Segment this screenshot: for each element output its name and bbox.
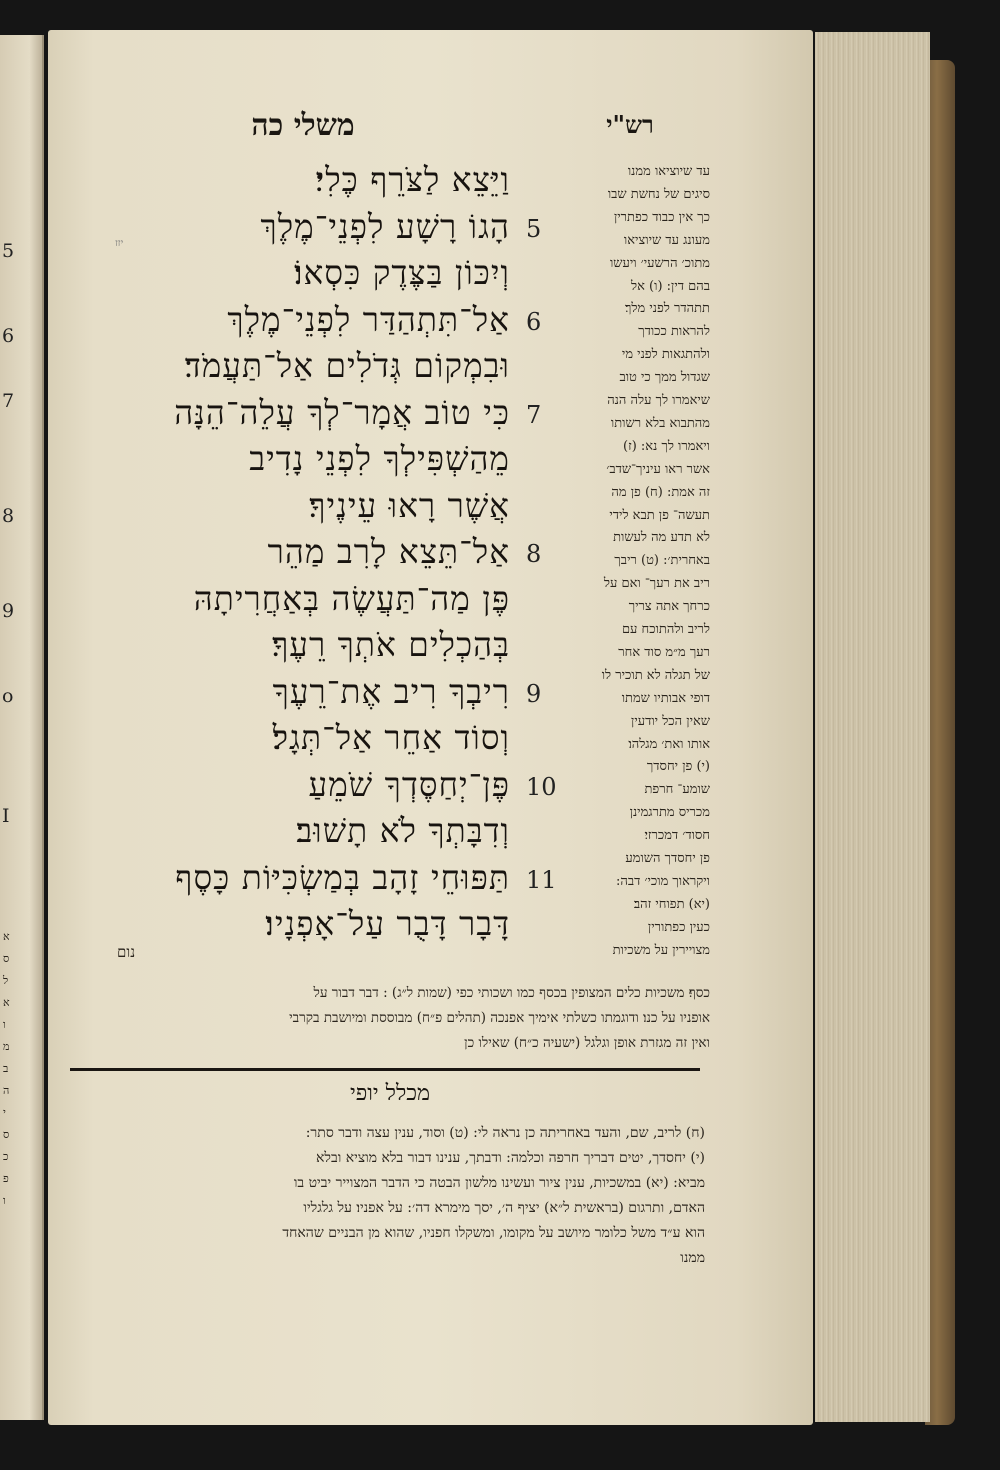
rashi-line: רעך מ״מ סוד אחר [618, 644, 710, 660]
rashi-continuation-line: אופניו על כנו׃ ודוגמתו כשלתי אימיך אפנכה (תהלים פ״ח) מבוססת ומיושבת בקרבי [289, 1010, 710, 1026]
verse-line: בְּהַכְלִים אֹתְךָ רֵעֶךָ׃ [271, 625, 510, 664]
rashi-line: להראות ככודך [638, 324, 710, 340]
sub-commentary-line: האדם, ותרגום (בראשית ל״א) יציף ה׳, יסך מימרא דה׳: על אפניו׃ על גלגליו [303, 1200, 705, 1216]
left-margin-letter: מ [3, 1040, 10, 1053]
catchword: נום [117, 943, 136, 961]
verse-number: 7 [526, 400, 542, 429]
left-margin-letter: ס [3, 952, 10, 965]
rashi-line: כרחך אתה צריך [628, 599, 710, 615]
verse-line: תַּפּוּחֵי זָהָב בְּמַשְׂכִּיּוֹת כָּסֶף [175, 857, 510, 897]
left-verse-number: 8 [2, 505, 15, 527]
left-margin-letter: ב [3, 1062, 9, 1075]
rashi-continuation-line: ואין זה מגזרת אופן וגלגל (ישעיה כ״ח) שאילו כן [464, 1035, 710, 1051]
left-verse-number: 6 [2, 325, 15, 347]
left-margin-letter: פ [3, 1172, 9, 1185]
left-verse-number: 7 [2, 390, 15, 412]
verse-line: הָגוֹ רָשָׁע לִפְנֵי־מֶלֶךְ [260, 206, 510, 246]
page-title: משלי כה [251, 108, 355, 143]
rashi-line: ויקראוך מוכי׳ דבה: [615, 873, 710, 889]
rashi-line: מהתבוא בלא רשותו [610, 415, 710, 431]
verse-number: 5 [526, 214, 542, 243]
rashi-line: שומע־ חרפת [644, 782, 710, 798]
rashi-line: סיגים של נחשת שבו [607, 186, 710, 202]
left-verse-number: o [2, 685, 14, 707]
rashi-line: מכריס מתרגמינן [629, 805, 710, 821]
verse-number: 11 [526, 865, 557, 894]
divider-rule [70, 1068, 700, 1071]
rashi-continuation-line: כסף׃ משכיות כלים המצופין בכסף כמו ושכותי כפי (שמות ל״ג) : דבר דבור על [313, 985, 710, 1001]
rashi-line: מעונג עד שיוציאו [623, 232, 710, 248]
page-block-edge [815, 32, 930, 1422]
verse-line: מֵהַשְׁפִּילְךָ לִפְנֵי נָדִיב [249, 439, 510, 478]
verse-line: וּבִמְקוֹם גְּדֹלִים אַל־תַּעֲמֹד׃ [183, 346, 510, 385]
rashi-line: כעין כפתורין [647, 919, 710, 935]
left-margin-letter: א [3, 996, 10, 1009]
verse-line: כִּי טוֹב אֲמָר־לְךָ עֲלֵה־הֵנָּה [174, 392, 510, 432]
verse-line: אֲשֶׁר רָאוּ עֵינֶיךָ׃ [308, 485, 510, 525]
rashi-line: מצויירין על משכיות [612, 942, 710, 958]
left-margin-letter: כ [3, 1150, 9, 1163]
rashi-line: ויאמרו לך נא: (ז) [623, 438, 710, 454]
rashi-line: שגדול ממך כי טוב [619, 370, 710, 386]
verse-line: פֶּן מַה־תַּעֲשֶׂה בְּאַחֲרִיתָהּ [193, 578, 510, 618]
rashi-line: ריב את רעך־ ואם על [603, 576, 710, 592]
margin-reference: יזז [115, 238, 124, 249]
verse-line: וְסוֹד אַחֵר אַל־תְּגָל׃ [271, 718, 510, 757]
left-margin-letter: ו [3, 1194, 6, 1207]
rashi-header: רש"י [606, 110, 654, 139]
left-margin-letter: ל [3, 974, 9, 987]
rashi-line: דופי אבותיו שמתו [621, 690, 710, 706]
left-verse-number: 9 [2, 600, 15, 622]
left-verse-number: 5 [2, 240, 15, 262]
left-margin-letter: ה [3, 1084, 10, 1097]
left-verse-number: I [2, 805, 10, 827]
verse-line: פֶּן־יְחַסֶּדְךָ שֹׁמֵעַ [308, 764, 510, 804]
rashi-line: לריב ולהתוכח עם [621, 622, 710, 637]
rashi-line: עד שיוציאו ממנו [627, 164, 710, 179]
verse-line: וְדִבָּתְךָ לֹא תָשׁוּב׃ [295, 811, 510, 850]
sub-commentary-line: (ח) לריב, שם, והעד באחריתה כן נראה לי: (ט) וסוד, ענין עצה ודבר סתר: [305, 1125, 705, 1141]
verse-line: רִיבְךָ רִיב אֶת־רֵעֶךָ [272, 671, 510, 711]
left-margin-letter: ס [3, 1128, 10, 1141]
left-page-edge [0, 35, 44, 1420]
rashi-line: אשר ראו עיניך־שדב׳ [606, 461, 710, 477]
left-margin-letter: ו [3, 1018, 6, 1031]
rashi-line: (י) פן יחסדך [646, 759, 710, 775]
rashi-line: לא תדע מה לעשות [613, 530, 710, 546]
rashi-line: שאין הכל יודעין [631, 713, 710, 729]
sub-commentary-title: מכלל יופי [349, 1081, 431, 1106]
rashi-line: ולהתגאות לפני מי [621, 347, 710, 363]
verse-line: וַיֵּצֵא לַצֹּרֵף כֶּלִי׃ [314, 160, 510, 199]
rashi-line: באחרית׳: (ט) ריבך [614, 553, 710, 569]
verse-number: 6 [526, 307, 542, 336]
rashi-line: זה אמת: (ח) פן מה [611, 484, 710, 500]
verse-line: דָּבָר דָּבֻר עַל־אָפְנָיו׃ [264, 904, 510, 943]
sub-commentary-line: הוא ע״ד משל כלומר מיושב על מקומו, ומשקלו חפניו, שהוא מן הבניים שהאחד [282, 1225, 705, 1241]
sub-commentary-line: מביא: (יא) במשכיות, ענין ציור ועשינו מלשון הבטה כי הדבר המצוייר יביט בו [293, 1175, 705, 1191]
verse-line: אַל־תִּתְהַדַּר לִפְנֵי־מֶלֶךְ [227, 299, 510, 339]
rashi-line: תעשה־ פן תבא לידי [609, 507, 710, 523]
left-margin-letter: י [3, 1106, 6, 1119]
verse-line: אַל־תֵּצֵא לָרִב מַהֵר [267, 532, 510, 571]
left-margin-letter: א [3, 930, 10, 943]
verse-number: 8 [526, 540, 542, 568]
rashi-line: חסוד׳ דמכרזי׃ [644, 828, 710, 844]
verse-line: וְיִכּוֹן בַּצֶּדֶק כִּסְאוֹ׃ [293, 253, 510, 292]
rashi-line: פן יחסדך השומע [625, 851, 710, 866]
rashi-line: כך אין כבוד כפתרין [613, 209, 710, 225]
sub-commentary-line: ממנו [680, 1250, 705, 1266]
rashi-line: של תגלה לא תוכיר לו [601, 667, 710, 683]
sub-commentary-line: (י) יחסדך, יטים דבריך חרפה וכלמה: ודבתך, ענינו דבור בלא מוציא ובלא [316, 1150, 705, 1166]
rashi-line: אותו ואת׳ מגלהו׃ [628, 736, 710, 752]
rashi-line: תתהדר לפני מלך׃ [625, 301, 710, 317]
rashi-line: שיאמרו לך עלה הנה [607, 393, 710, 408]
rashi-line: מתוכ׳ הרשעי׳ ויעשו [609, 255, 710, 271]
rashi-line: בהם דין: (ו) אל [631, 278, 710, 294]
rashi-line: (יא) תפוחי זהב׃ [633, 896, 710, 912]
verse-number: 9 [526, 679, 542, 708]
verse-number: 10 [526, 772, 557, 801]
